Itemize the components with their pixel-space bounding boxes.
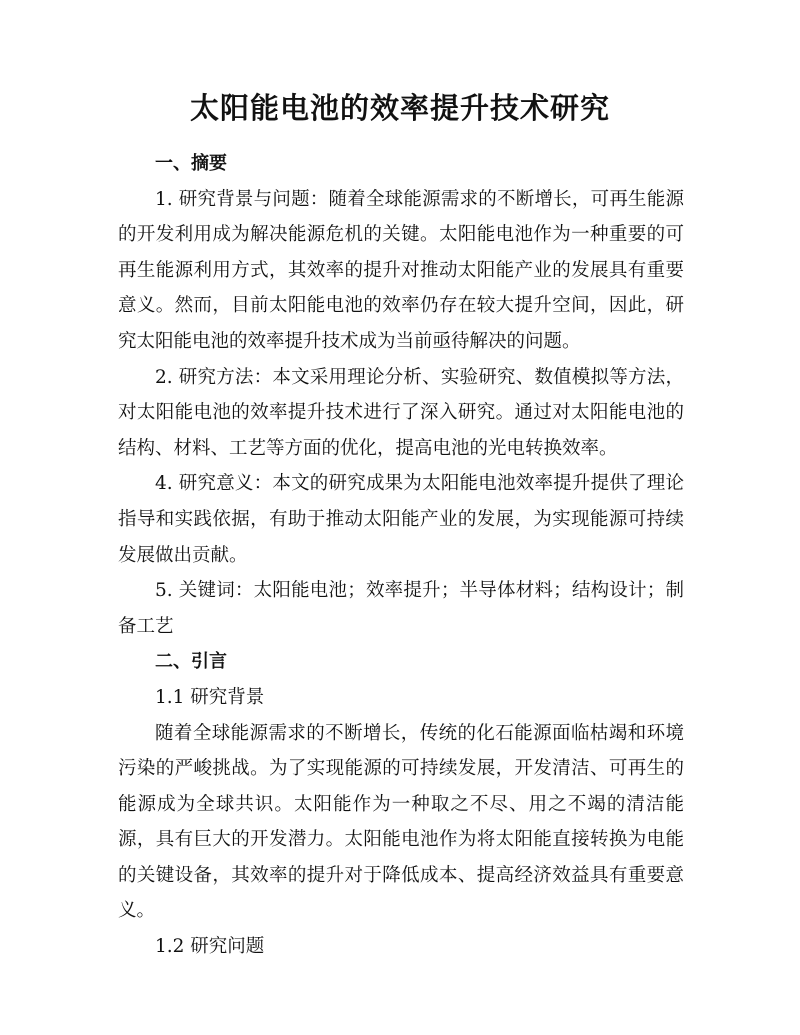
abstract-item-keywords: 5. 关键词：太阳能电池；效率提升；半导体材料；结构设计；制备工艺 — [118, 580, 684, 637]
introduction-heading: 二、引言 — [155, 651, 227, 673]
abstract-heading: 一、摘要 — [155, 153, 227, 174]
abstract-item-significance: 4. 研究意义：本文的研究成果为太阳能电池效率提升提供了理论指导和实践依据，有助于推动太阳能产业的发展，为实现能源可持续发展做出贡献。 — [118, 473, 684, 566]
subsection-title-background: 1.1 研究背景 — [155, 686, 265, 708]
abstract-item-methods: 2. 研究方法：本文采用理论分析、实验研究、数值模拟等方法，对太阳能电池的效率提升技术进行了深入研究。通过对太阳能电池的结构、材料、工艺等方面的优化，提高电池的光电转换效率。 — [118, 366, 684, 459]
document-title: 太阳能电池的效率提升技术研究 — [189, 91, 610, 125]
document-body — [118, 146, 684, 965]
background-paragraph: 随着全球能源需求的不断增长，传统的化石能源面临枯竭和环境污染的严峻挑战。为了实现能源的可持续发展，开发清洁、可再生的能源成为全球共识。太阳能作为一种取之不尽、用之不竭的清洁能源，具有巨大的开发潜力。太阳能电池作为将太阳能直接转换为电能的关键设备，其效率的提升对于降低成本、提高经济效益具有重要意义。 — [118, 722, 684, 922]
abstract-item-background: 1. 研究背景与问题：随着全球能源需求的不断增长，可再生能源的开发利用成为解决能源危机的关键。太阳能电池作为一种重要的可再生能源利用方式，其效率的提升对推动太阳能产业的发展具有重要意义。然而，目前太阳能电池的效率仍存在较大提升空间，因此，研究太阳能电池的效率提升技术成为当前亟待解决的问题。 — [118, 188, 684, 352]
subsection-title-research-question: 1.2 研究问题 — [155, 936, 265, 958]
